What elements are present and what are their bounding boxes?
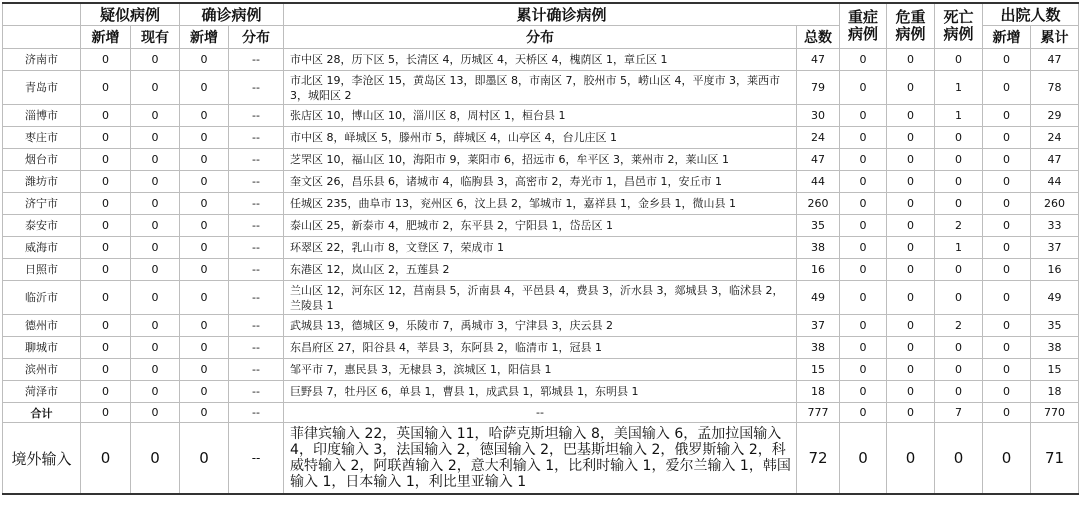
- confirmed-dist-cell: --: [229, 337, 284, 359]
- total-cell: 47: [797, 49, 840, 71]
- corner-cell-2: [3, 26, 81, 49]
- imported-label-cell: 境外输入: [3, 423, 81, 495]
- total-cell: 16: [797, 259, 840, 281]
- critical-cell: 0: [887, 259, 935, 281]
- header-severe: [840, 3, 887, 49]
- city-cell: 潍坊市: [3, 171, 81, 193]
- table-row: [3, 71, 1079, 105]
- severe-cell: 0: [840, 403, 887, 423]
- confirmed-new-cell: 0: [180, 315, 229, 337]
- confirmed-new-cell: 0: [180, 403, 229, 423]
- discharged-new-cell: 0: [983, 49, 1031, 71]
- discharged-cumulative-cell: 29: [1031, 105, 1079, 127]
- suspected-current-cell: 0: [131, 171, 180, 193]
- confirmed-new-cell: 0: [180, 49, 229, 71]
- severe-cell: 0: [840, 49, 887, 71]
- death-cell: 0: [935, 149, 983, 171]
- total-cell: 260: [797, 193, 840, 215]
- severe-cell: 0: [840, 359, 887, 381]
- discharged-new-cell: 0: [983, 149, 1031, 171]
- subheader-confirmed-dist: 分布: [229, 26, 284, 49]
- total-cell: 15: [797, 359, 840, 381]
- discharged-new-cell: 0: [983, 315, 1031, 337]
- suspected-new-cell: 0: [81, 359, 131, 381]
- total-label-cell: 合计: [3, 403, 81, 423]
- suspected-new-cell: 0: [81, 237, 131, 259]
- confirmed-dist-cell: --: [229, 171, 284, 193]
- distribution-cell: 市北区 19，李沧区 15，黄岛区 13，即墨区 8，市南区 7，胶州市 5，崂山区 4，平度市 3，莱西市 3，城阳区 2: [284, 71, 797, 105]
- confirmed-new-cell: 0: [180, 337, 229, 359]
- confirmed-new-cell: 0: [180, 281, 229, 315]
- severe-cell: 0: [840, 337, 887, 359]
- suspected-current-cell: 0: [131, 337, 180, 359]
- confirmed-dist-cell: --: [229, 381, 284, 403]
- suspected-new-cell: 0: [81, 105, 131, 127]
- city-cell: 济宁市: [3, 193, 81, 215]
- header-confirmed: 确诊病例: [180, 3, 284, 26]
- confirmed-dist-cell: --: [229, 403, 284, 423]
- critical-cell: 0: [887, 171, 935, 193]
- suspected-current-cell: 0: [131, 359, 180, 381]
- death-cell: 0: [935, 337, 983, 359]
- death-cell: 0: [935, 281, 983, 315]
- table-row: [3, 171, 1079, 193]
- confirmed-new-cell: 0: [180, 71, 229, 105]
- subheader-confirmed-new: 新增: [180, 26, 229, 49]
- confirmed-dist-cell: --: [229, 423, 284, 495]
- distribution-cell: 兰山区 12，河东区 12，莒南县 5，沂南县 4，平邑县 4，费县 3，沂水县 3，郯城县 3，临沭县 2，兰陵县 1: [284, 281, 797, 315]
- table-row: [3, 337, 1079, 359]
- header-death-text: 死亡病例: [943, 8, 974, 43]
- header-severe-text: 重症病例: [848, 8, 879, 43]
- discharged-new-cell: 0: [983, 423, 1031, 495]
- confirmed-new-cell: 0: [180, 127, 229, 149]
- city-cell: 青岛市: [3, 71, 81, 105]
- suspected-new-cell: 0: [81, 337, 131, 359]
- table-row: [3, 315, 1079, 337]
- death-cell: 0: [935, 49, 983, 71]
- distribution-cell: 东昌府区 27，阳谷县 4，莘县 3，东阿县 2，临清市 1，冠县 1: [284, 337, 797, 359]
- death-cell: 1: [935, 105, 983, 127]
- table-row: [3, 237, 1079, 259]
- total-cell: 38: [797, 337, 840, 359]
- suspected-current-cell: 0: [131, 127, 180, 149]
- severe-cell: 0: [840, 215, 887, 237]
- corner-cell: [3, 3, 81, 26]
- distribution-cell: 东港区 12，岚山区 2，五莲县 2: [284, 259, 797, 281]
- table-row: [3, 105, 1079, 127]
- suspected-current-cell: 0: [131, 281, 180, 315]
- suspected-current-cell: 0: [131, 259, 180, 281]
- death-cell: 0: [935, 193, 983, 215]
- discharged-new-cell: 0: [983, 337, 1031, 359]
- critical-cell: 0: [887, 337, 935, 359]
- confirmed-dist-cell: --: [229, 193, 284, 215]
- confirmed-new-cell: 0: [180, 149, 229, 171]
- city-cell: 滨州市: [3, 359, 81, 381]
- suspected-current-cell: 0: [131, 215, 180, 237]
- suspected-new-cell: 0: [81, 171, 131, 193]
- severe-cell: 0: [840, 105, 887, 127]
- total-row: [3, 403, 1079, 423]
- suspected-current-cell: 0: [131, 71, 180, 105]
- discharged-cumulative-cell: 49: [1031, 281, 1079, 315]
- header-critical-text: 危重病例: [895, 8, 926, 43]
- confirmed-dist-cell: --: [229, 127, 284, 149]
- subheader-suspected-current: 现有: [131, 26, 180, 49]
- table-row: [3, 215, 1079, 237]
- death-cell: 2: [935, 215, 983, 237]
- city-cell: 烟台市: [3, 149, 81, 171]
- table-row: [3, 359, 1079, 381]
- confirmed-new-cell: 0: [180, 381, 229, 403]
- suspected-current-cell: 0: [131, 315, 180, 337]
- total-cell: 18: [797, 381, 840, 403]
- death-cell: 0: [935, 259, 983, 281]
- confirmed-dist-cell: --: [229, 49, 284, 71]
- discharged-new-cell: 0: [983, 71, 1031, 105]
- total-cell: 79: [797, 71, 840, 105]
- suspected-new-cell: 0: [81, 71, 131, 105]
- suspected-current-cell: 0: [131, 403, 180, 423]
- city-cell: 泰安市: [3, 215, 81, 237]
- suspected-current-cell: 0: [131, 149, 180, 171]
- confirmed-dist-cell: --: [229, 105, 284, 127]
- confirmed-dist-cell: --: [229, 71, 284, 105]
- total-cell: 49: [797, 281, 840, 315]
- critical-cell: 0: [887, 49, 935, 71]
- city-cell: 日照市: [3, 259, 81, 281]
- suspected-new-cell: 0: [81, 403, 131, 423]
- confirmed-new-cell: 0: [180, 193, 229, 215]
- critical-cell: 0: [887, 403, 935, 423]
- distribution-cell: 市中区 28，历下区 5，长清区 4，历城区 4，天桥区 4，槐荫区 1，章丘区 1: [284, 49, 797, 71]
- suspected-new-cell: 0: [81, 193, 131, 215]
- confirmed-dist-cell: --: [229, 281, 284, 315]
- total-cell: 44: [797, 171, 840, 193]
- discharged-cumulative-cell: 71: [1031, 423, 1079, 495]
- severe-cell: 0: [840, 149, 887, 171]
- death-cell: 7: [935, 403, 983, 423]
- discharged-new-cell: 0: [983, 105, 1031, 127]
- discharged-new-cell: 0: [983, 359, 1031, 381]
- table-row: [3, 127, 1079, 149]
- critical-cell: 0: [887, 71, 935, 105]
- discharged-new-cell: 0: [983, 215, 1031, 237]
- header-death: [935, 3, 983, 49]
- critical-cell: 0: [887, 359, 935, 381]
- critical-cell: 0: [887, 315, 935, 337]
- table-row: [3, 281, 1079, 315]
- distribution-cell: 奎文区 26，昌乐县 6，诸城市 4，临朐县 3，高密市 2，寿光市 1，昌邑市 1，安丘市 1: [284, 171, 797, 193]
- critical-cell: 0: [887, 149, 935, 171]
- total-cell: 37: [797, 315, 840, 337]
- suspected-new-cell: 0: [81, 381, 131, 403]
- critical-cell: 0: [887, 193, 935, 215]
- total-cell: 72: [797, 423, 840, 495]
- discharged-cumulative-cell: 47: [1031, 149, 1079, 171]
- severe-cell: 0: [840, 237, 887, 259]
- severe-cell: 0: [840, 381, 887, 403]
- city-cell: 聊城市: [3, 337, 81, 359]
- discharged-new-cell: 0: [983, 381, 1031, 403]
- distribution-cell: 邹平市 7，惠民县 3，无棣县 3，滨城区 1，阳信县 1: [284, 359, 797, 381]
- critical-cell: 0: [887, 215, 935, 237]
- death-cell: 0: [935, 171, 983, 193]
- case-table: [2, 2, 1079, 495]
- subheader-suspected-new: 新增: [81, 26, 131, 49]
- critical-cell: 0: [887, 423, 935, 495]
- confirmed-new-cell: 0: [180, 215, 229, 237]
- city-cell: 淄博市: [3, 105, 81, 127]
- suspected-new-cell: 0: [81, 423, 131, 495]
- severe-cell: 0: [840, 127, 887, 149]
- discharged-cumulative-cell: 35: [1031, 315, 1079, 337]
- subheader-discharged-new: 新增: [983, 26, 1031, 49]
- death-cell: 0: [935, 423, 983, 495]
- city-cell: 临沂市: [3, 281, 81, 315]
- distribution-cell: 张店区 10，博山区 10，淄川区 8，周村区 1，桓台县 1: [284, 105, 797, 127]
- discharged-cumulative-cell: 44: [1031, 171, 1079, 193]
- total-cell: 777: [797, 403, 840, 423]
- suspected-current-cell: 0: [131, 423, 180, 495]
- confirmed-new-cell: 0: [180, 359, 229, 381]
- distribution-cell: 巨野县 7，牡丹区 6，单县 1，曹县 1，成武县 1，郓城县 1，东明县 1: [284, 381, 797, 403]
- discharged-cumulative-cell: 260: [1031, 193, 1079, 215]
- distribution-cell: 芝罘区 10，福山区 10，海阳市 9，莱阳市 6，招远市 6，牟平区 3，莱州市 2，莱山区 1: [284, 149, 797, 171]
- city-cell: 菏泽市: [3, 381, 81, 403]
- confirmed-new-cell: 0: [180, 423, 229, 495]
- discharged-new-cell: 0: [983, 259, 1031, 281]
- suspected-new-cell: 0: [81, 215, 131, 237]
- confirmed-dist-cell: --: [229, 359, 284, 381]
- severe-cell: 0: [840, 71, 887, 105]
- subheader-discharged-cumulative: 累计: [1031, 26, 1079, 49]
- critical-cell: 0: [887, 105, 935, 127]
- table-row: [3, 149, 1079, 171]
- death-cell: 2: [935, 315, 983, 337]
- severe-cell: 0: [840, 193, 887, 215]
- table-row: [3, 259, 1079, 281]
- confirmed-new-cell: 0: [180, 259, 229, 281]
- header-discharged: 出院人数: [983, 3, 1079, 26]
- total-cell: 35: [797, 215, 840, 237]
- subheader-distribution: 分布: [284, 26, 797, 49]
- total-cell: 30: [797, 105, 840, 127]
- confirmed-dist-cell: --: [229, 149, 284, 171]
- critical-cell: 0: [887, 127, 935, 149]
- distribution-cell: 泰山区 25，新泰市 4，肥城市 2，东平县 2，宁阳县 1，岱岳区 1: [284, 215, 797, 237]
- distribution-cell: --: [284, 403, 797, 423]
- distribution-cell: 市中区 8，峄城区 5，滕州市 5，薛城区 4，山亭区 4，台儿庄区 1: [284, 127, 797, 149]
- discharged-cumulative-cell: 38: [1031, 337, 1079, 359]
- discharged-new-cell: 0: [983, 127, 1031, 149]
- suspected-new-cell: 0: [81, 315, 131, 337]
- table-row: [3, 193, 1079, 215]
- city-cell: 济南市: [3, 49, 81, 71]
- critical-cell: 0: [887, 281, 935, 315]
- death-cell: 1: [935, 237, 983, 259]
- discharged-cumulative-cell: 770: [1031, 403, 1079, 423]
- confirmed-new-cell: 0: [180, 105, 229, 127]
- header-suspected: 疑似病例: [81, 3, 180, 26]
- discharged-cumulative-cell: 47: [1031, 49, 1079, 71]
- suspected-current-cell: 0: [131, 193, 180, 215]
- suspected-new-cell: 0: [81, 49, 131, 71]
- suspected-current-cell: 0: [131, 237, 180, 259]
- death-cell: 1: [935, 71, 983, 105]
- suspected-current-cell: 0: [131, 105, 180, 127]
- subheader-total: 总数: [797, 26, 840, 49]
- confirmed-dist-cell: --: [229, 215, 284, 237]
- discharged-new-cell: 0: [983, 171, 1031, 193]
- suspected-new-cell: 0: [81, 259, 131, 281]
- suspected-current-cell: 0: [131, 381, 180, 403]
- distribution-cell: 任城区 235，曲阜市 13，兖州区 6，汶上县 2，邹城市 1，嘉祥县 1，金乡县 1，微山县 1: [284, 193, 797, 215]
- header-critical: [887, 3, 935, 49]
- critical-cell: 0: [887, 237, 935, 259]
- confirmed-dist-cell: --: [229, 315, 284, 337]
- discharged-cumulative-cell: 78: [1031, 71, 1079, 105]
- discharged-cumulative-cell: 24: [1031, 127, 1079, 149]
- distribution-cell: 环翠区 22，乳山市 8，文登区 7，荣成市 1: [284, 237, 797, 259]
- confirmed-new-cell: 0: [180, 237, 229, 259]
- discharged-new-cell: 0: [983, 281, 1031, 315]
- discharged-cumulative-cell: 16: [1031, 259, 1079, 281]
- discharged-new-cell: 0: [983, 193, 1031, 215]
- total-cell: 47: [797, 149, 840, 171]
- severe-cell: 0: [840, 423, 887, 495]
- city-cell: 枣庄市: [3, 127, 81, 149]
- city-cell: 威海市: [3, 237, 81, 259]
- suspected-current-cell: 0: [131, 49, 180, 71]
- severe-cell: 0: [840, 171, 887, 193]
- discharged-cumulative-cell: 15: [1031, 359, 1079, 381]
- discharged-new-cell: 0: [983, 237, 1031, 259]
- severe-cell: 0: [840, 315, 887, 337]
- suspected-new-cell: 0: [81, 281, 131, 315]
- critical-cell: 0: [887, 381, 935, 403]
- table-row: [3, 381, 1079, 403]
- death-cell: 0: [935, 127, 983, 149]
- confirmed-dist-cell: --: [229, 237, 284, 259]
- header-cumulative: 累计确诊病例: [284, 3, 840, 26]
- city-cell: 德州市: [3, 315, 81, 337]
- discharged-cumulative-cell: 33: [1031, 215, 1079, 237]
- death-cell: 0: [935, 359, 983, 381]
- severe-cell: 0: [840, 259, 887, 281]
- suspected-new-cell: 0: [81, 149, 131, 171]
- table-row: [3, 49, 1079, 71]
- total-cell: 24: [797, 127, 840, 149]
- discharged-cumulative-cell: 37: [1031, 237, 1079, 259]
- distribution-cell: 菲律宾输入 22，英国输入 11，哈萨克斯坦输入 8，美国输入 6，孟加拉国输入 4，印度输入 3，法国输入 2，德国输入 2，巴基斯坦输入 2，俄罗斯输入 2，科威特输入 2，阿联酋输入 2，意大利输入 1，比利时输入 1，爱尔兰输入 1，韩国输入 1，日本输入 1，利比里亚输入 1: [284, 423, 797, 495]
- distribution-cell: 武城县 13，德城区 9，乐陵市 7，禹城市 3，宁津县 3，庆云县 2: [284, 315, 797, 337]
- discharged-new-cell: 0: [983, 403, 1031, 423]
- total-cell: 38: [797, 237, 840, 259]
- imported-row: [3, 423, 1079, 495]
- death-cell: 0: [935, 381, 983, 403]
- confirmed-dist-cell: --: [229, 259, 284, 281]
- confirmed-new-cell: 0: [180, 171, 229, 193]
- discharged-cumulative-cell: 18: [1031, 381, 1079, 403]
- suspected-new-cell: 0: [81, 127, 131, 149]
- severe-cell: 0: [840, 281, 887, 315]
